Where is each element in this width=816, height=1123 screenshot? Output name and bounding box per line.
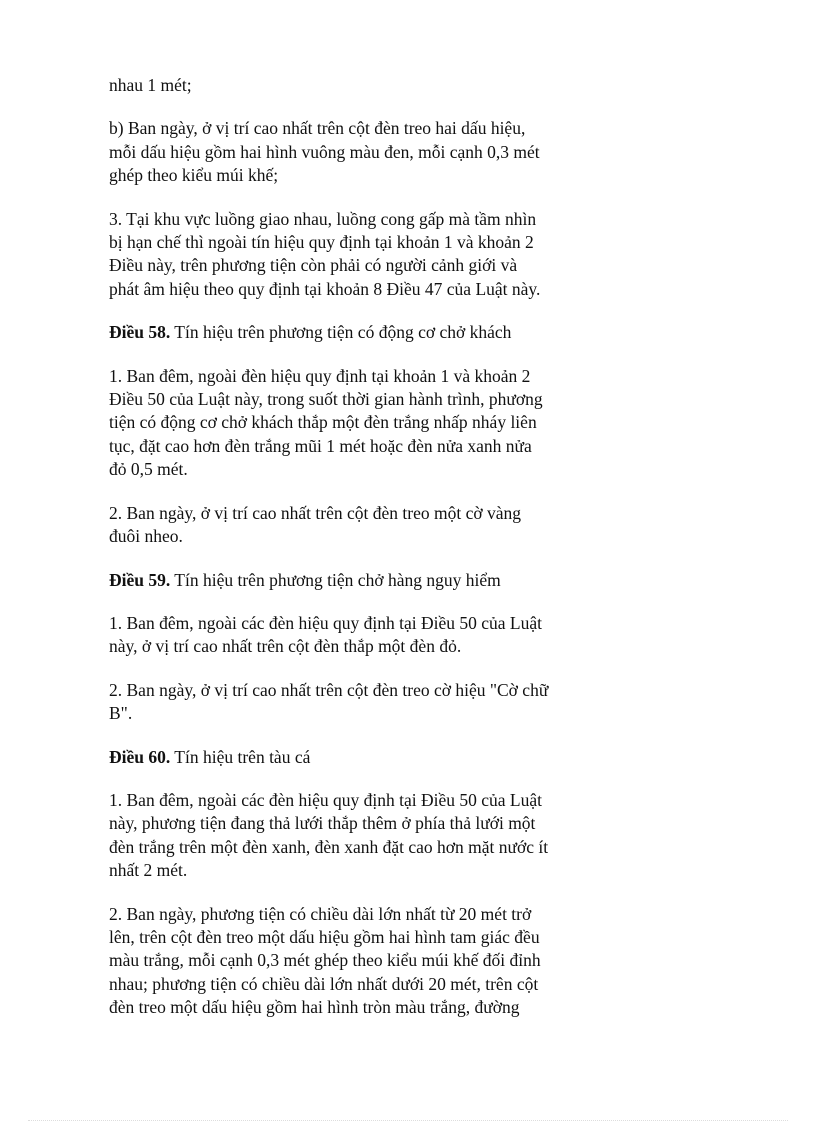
paragraph-clause-3 [109,208,604,302]
article-59-heading [109,569,604,592]
text-line: này, ở vị trí cao nhất trên cột đèn thắp một đèn đỏ. [109,636,462,657]
text-line: 2. Ban ngày, ở vị trí cao nhất trên cột đèn treo một cờ vàng [109,502,521,523]
text-line: b) Ban ngày, ở vị trí cao nhất trên cột đèn treo hai dấu hiệu, [109,118,526,139]
article-number: Điều 60. [109,746,171,767]
article-59-clause-2 [109,679,604,726]
text-line: đèn treo một dấu hiệu gồm hai hình tròn màu trắng, đường [109,997,520,1018]
text-line: này, phương tiện đang thả lưới thắp thêm ở phía thả lưới một [109,813,536,834]
article-title: Tín hiệu trên phương tiện chở hàng nguy hiểm [170,569,501,590]
text-line: tục, đặt cao hơn đèn trắng mũi 1 mét hoặc đèn nửa xanh nửa [109,435,532,456]
article-title: Tín hiệu trên tàu cá [170,746,311,767]
paragraph-item-b [109,117,604,187]
text-line: 2. Ban ngày, ở vị trí cao nhất trên cột đèn treo cờ hiệu "Cờ chữ [109,679,549,700]
text-line: bị hạn chế thì ngoài tín hiệu quy định tại khoản 1 và khoản 2 [109,232,534,253]
article-title: Tín hiệu trên phương tiện có động cơ chở khách [170,322,512,343]
text-line: lên, trên cột đèn treo một dấu hiệu gồm hai hình tam giác đều [109,926,540,947]
article-60-heading [109,746,604,769]
text-line: tiện có động cơ chở khách thắp một đèn trắng nhấp nháy liên [109,412,537,433]
article-58-clause-2 [109,502,604,549]
text-line: B". [109,703,133,724]
article-58-clause-1 [109,365,604,482]
article-number: Điều 59. [109,569,171,590]
text-line: 3. Tại khu vực luồng giao nhau, luồng cong gấp mà tầm nhìn [109,208,537,229]
article-60-clause-1 [109,789,604,883]
text-line: nhất 2 mét. [109,860,188,881]
text-line: 1. Ban đêm, ngoài đèn hiệu quy định tại khoản 1 và khoản 2 [109,365,531,386]
article-60-clause-2 [109,903,604,1020]
text-line: nhau; phương tiện có chiều dài lớn nhất dưới 20 mét, trên cột [109,973,539,994]
text-line: 1. Ban đêm, ngoài các đèn hiệu quy định tại Điều 50 của Luật [109,612,542,633]
article-59-clause-1 [109,612,604,659]
paragraph-continuation [109,74,604,97]
text-line: đèn trắng trên một đèn xanh, đèn xanh đặt cao hơn mặt nước ít [109,836,549,857]
article-number: Điều 58. [109,322,171,343]
text-line: Điều này, trên phương tiện còn phải có người cảnh giới và [109,255,518,276]
text-line: 1. Ban đêm, ngoài các đèn hiệu quy định tại Điều 50 của Luật [109,789,542,810]
text-line: đỏ 0,5 mét. [109,459,188,480]
text-line: màu trắng, mỗi cạnh 0,3 mét ghép theo kiểu múi khế đối đỉnh [109,950,541,971]
document-body [109,74,604,1040]
page-bottom-divider [28,1120,788,1121]
text-line: đuôi nheo. [109,526,183,547]
text-line: phát âm hiệu theo quy định tại khoản 8 Điều 47 của Luật này. [109,278,541,299]
text-line: 2. Ban ngày, phương tiện có chiều dài lớn nhất từ 20 mét trở [109,903,532,924]
text-line: Điều 50 của Luật này, trong suốt thời gian hành trình, phương [109,389,543,410]
text-line: ghép theo kiểu múi khế; [109,165,279,186]
text-line: mỗi dấu hiệu gồm hai hình vuông màu đen, mỗi cạnh 0,3 mét [109,141,540,162]
text-line: nhau 1 mét; [109,75,192,95]
article-58-heading [109,321,604,344]
